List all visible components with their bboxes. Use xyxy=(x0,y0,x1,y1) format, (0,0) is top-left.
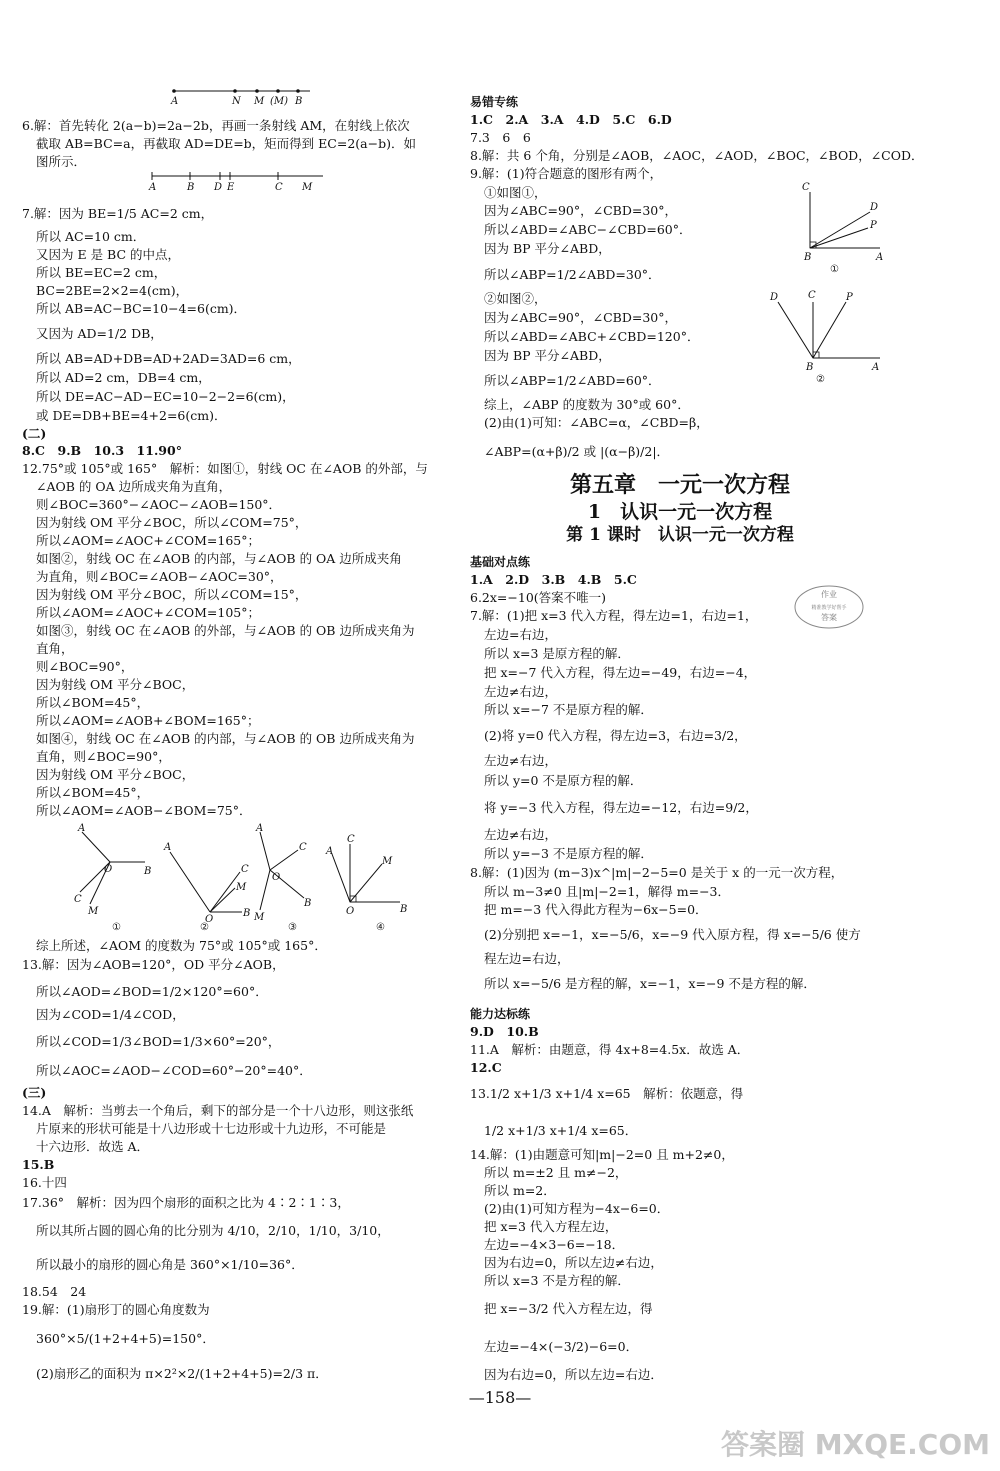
q12-line-8: 因为射线 OM 平分∠BOC，所以∠COM=15°， xyxy=(36,587,308,602)
angle-figure-q9-2 xyxy=(768,286,888,386)
jichu-line-17: 把 m=−3 代入得此方程为−6x−5=0． xyxy=(484,902,708,917)
yicuo-line-5: ①如图①， xyxy=(484,185,547,200)
part-3-label: (三) xyxy=(22,1085,47,1100)
nengli-line-7: 所以 m=±2 且 m≠−2， xyxy=(484,1165,628,1180)
q13-line-3: 因为∠COD=1/4∠COD， xyxy=(36,1007,185,1022)
angle-figure-1 xyxy=(74,823,151,933)
part-2-label: (二) xyxy=(22,426,47,441)
q13-line-4: 所以∠COD=1/3∠BOD=1/3×60°=20°， xyxy=(36,1034,281,1049)
q12-line-1: 12.75°或 105°或 165° 解析：如图①，射线 OC 在∠AOB 的外部，与 xyxy=(22,461,428,476)
yicuo-line-3: 8.解：共 6 个角，分别是∠AOB，∠AOC，∠AOD，∠BOC，∠BOD，∠COD． xyxy=(470,148,924,163)
svg-text:(M): (M) xyxy=(270,96,289,107)
q7-line-6: 所以 AB=AC−BC=10−4=6(cm)． xyxy=(36,301,247,316)
q7-line-3: 又因为 E 是 BC 的中点， xyxy=(36,247,181,262)
nengli-line-5: 1/2 x+1/3 x+1/4 x=65． xyxy=(484,1123,638,1138)
page-number: —158— xyxy=(468,1388,532,1407)
jichu-line-15: 8.解：(1)因为 (m−3)x^|m|−2−5=0 是关于 x 的一元一次方程， xyxy=(470,865,844,880)
q7-line-1: 7.解：因为 BE=1/5 AC=2 cm， xyxy=(22,206,214,221)
svg-text:A: A xyxy=(164,842,172,853)
segment-diagram-q6 xyxy=(148,168,328,194)
svg-text:O: O xyxy=(346,906,355,917)
svg-text:B: B xyxy=(295,96,303,107)
segment-diagram-top xyxy=(160,82,320,108)
nengli-line-11: 左边=−4×3−6=−18． xyxy=(484,1237,625,1252)
q12-line-3: 则∠BOC=360°−∠AOC−∠AOB=150°． xyxy=(36,497,282,512)
section-title-jichu: 基础对点练 xyxy=(470,555,531,569)
svg-text:作业: 作业 xyxy=(821,590,837,599)
q9-fig-label-1: ① xyxy=(830,264,839,275)
watermark-logo: 答案圈 MXQE.COM xyxy=(721,1428,990,1461)
q7-line-2: 所以 AC=10 cm． xyxy=(36,229,146,244)
jichu-line-19: 程左边=右边， xyxy=(484,951,570,966)
fig-label-1: ① xyxy=(112,922,121,933)
svg-text:O: O xyxy=(205,914,214,925)
svg-text:N: N xyxy=(232,96,241,107)
jichu-line-2: 6.2x=−10(答案不唯一) xyxy=(470,590,607,605)
svg-text:O: O xyxy=(104,864,113,875)
svg-text:D: D xyxy=(870,202,879,213)
svg-text:A: A xyxy=(876,252,884,263)
section-title-yicuo: 易错专练 xyxy=(470,95,519,109)
svg-text:B: B xyxy=(243,908,251,919)
nengli-line-12: 因为右边=0，所以左边≠右边， xyxy=(484,1255,663,1270)
nengli-line-15: 左边=−4×(−3/2)−6=0． xyxy=(484,1339,639,1354)
q17-line-1: 17.36° 解析：因为四个扇形的面积之比为 4∶2∶1∶3， xyxy=(22,1195,350,1210)
nengli-line-6: 14.解：(1)由题意可知|m|−2=0 且 m+2≠0， xyxy=(470,1147,734,1162)
q14-line-1: 14.A 解析：当剪去一个角后，剩下的部分是一个十八边形，则这张纸 xyxy=(22,1103,414,1118)
stamp-logo xyxy=(792,582,866,632)
svg-text:O: O xyxy=(272,872,281,883)
q12-line-10: 如图③，射线 OC 在∠AOB 的外部，与∠AOB 的 OB 边所成夹角为 xyxy=(36,623,415,638)
q12-conclusion: 综上所述，∠AOM 的度数为 75°或 105°或 165°． xyxy=(36,938,327,953)
svg-text:A: A xyxy=(171,96,179,107)
yicuo-line-10: ②如图②， xyxy=(484,291,547,306)
yicuo-line-12: 所以∠ABD=∠ABC+∠CBD=120°． xyxy=(484,329,700,344)
yicuo-line-7: 所以∠ABD=∠ABC−∠CBD=60°． xyxy=(484,222,692,237)
svg-text:C: C xyxy=(808,290,816,301)
q7-line-9: 所以 AD=2 cm，DB=4 cm， xyxy=(36,370,211,385)
yicuo-line-11: 因为∠ABC=90°，∠CBD=30°， xyxy=(484,310,677,325)
q9-fig-label-2: ② xyxy=(816,374,825,385)
q19-line-2: 360°×5/(1+2+4+5)=150°． xyxy=(36,1331,215,1346)
yicuo-line-4: 9.解：(1)符合题意的图形有两个， xyxy=(470,166,663,181)
jichu-line-12: 将 y=−3 代入方程，得左边=−12，右边=9/2， xyxy=(484,800,758,815)
svg-text:A: A xyxy=(78,823,86,834)
svg-text:B: B xyxy=(187,182,195,193)
nengli-line-13: 所以 x=3 不是方程的解． xyxy=(484,1273,630,1288)
jichu-line-20: 所以 x=−5/6 是方程的解，x=−1，x=−9 不是方程的解． xyxy=(484,976,816,991)
q17-line-3: 所以最小的扇形的圆心角是 360°×1/10=36°． xyxy=(36,1257,304,1272)
yicuo-line-1: 1.C 2.A 3.A 4.D 5.C 6.D xyxy=(470,112,672,127)
fig-label-4: ④ xyxy=(376,922,385,933)
angle-figure-4 xyxy=(325,834,407,933)
q12-line-11: 直角， xyxy=(36,641,74,656)
yicuo-line-16: (2)由(1)可知：∠ABC=α，∠CBD=β， xyxy=(484,415,709,430)
angle-figure-2 xyxy=(163,842,250,933)
q12-line-15: 所以∠AOM=∠AOB+∠BOM=165°； xyxy=(36,713,260,728)
jichu-line-4: 左边=右边， xyxy=(484,627,557,642)
q12-line-20: 所以∠AOM=∠AOB−∠BOM=75°． xyxy=(36,803,252,818)
q12-line-2: ∠AOB 的 OA 边所成夹角为直角， xyxy=(36,479,232,494)
svg-text:M: M xyxy=(254,96,265,107)
svg-text:B: B xyxy=(806,362,814,373)
nengli-line-2: 11.A 解析：由题意，得 4x+8=4.5x．故选 A． xyxy=(470,1042,750,1057)
q12-line-16: 如图④，射线 OC 在∠AOB 的内部，与∠AOB 的 OB 边所成夹角为 xyxy=(36,731,415,746)
svg-text:B: B xyxy=(304,898,312,909)
svg-text:C: C xyxy=(74,894,82,905)
yicuo-line-6: 因为∠ABC=90°，∠CBD=30°， xyxy=(484,203,677,218)
svg-text:C: C xyxy=(241,864,249,875)
jichu-line-9: (2)将 y=0 代入方程，得左边=3，右边=3/2， xyxy=(484,728,747,743)
jichu-line-13: 左边≠右边， xyxy=(484,827,557,842)
q7-line-10: 所以 DE=AC−AD−EC=10−2−2=6(cm)， xyxy=(36,389,295,404)
jichu-line-14: 所以 y=−3 不是原方程的解． xyxy=(484,846,653,861)
q16-answer: 16.十四 xyxy=(22,1175,67,1190)
jichu-line-18: (2)分别把 x=−1，x=−5/6，x=−9 代入原方程，得 x=−5/6 使方 xyxy=(484,927,861,942)
q14-line-2: 片原来的形状可能是十八边形或十七边形或十九边形，不可能是 xyxy=(36,1121,387,1136)
q6-line-1: 6.解：首先转化 2(a−b)=2a−2b，再画一条射线 AM，在射线上依次 xyxy=(22,118,410,133)
angle-figure-3 xyxy=(253,823,311,933)
chapter-title: 第五章 一元一次方程 xyxy=(569,472,790,498)
q14-line-3: 十六边形．故选 A． xyxy=(36,1139,150,1154)
yicuo-line-14: 所以∠ABP=1/2∠ABD=60°． xyxy=(484,373,661,388)
yicuo-line-2: 7.3 6 6 xyxy=(470,130,531,145)
q12-line-12: 则∠BOC=90°， xyxy=(36,659,134,674)
jichu-line-8: 所以 x=−7 不是原方程的解． xyxy=(484,702,653,717)
svg-text:A: A xyxy=(326,846,334,857)
nengli-line-16: 因为右边=0，所以左边=右边． xyxy=(484,1367,663,1382)
q15-answer: 15.B xyxy=(22,1157,55,1172)
nengli-line-9: (2)由(1)可知方程为−4x−6=0． xyxy=(484,1201,670,1216)
svg-text:C: C xyxy=(299,842,307,853)
q7-line-11: 或 DE=DB+BE=4+2=6(cm)． xyxy=(36,408,227,423)
svg-text:M: M xyxy=(236,882,247,893)
lesson-title: 第 1 课时 认识一元一次方程 xyxy=(566,525,794,545)
svg-text:C: C xyxy=(347,834,355,845)
q13-line-5: 所以∠AOC=∠AOD−∠COD=60°−20°=40°． xyxy=(36,1063,312,1078)
angle-figure-q9-1 xyxy=(790,178,890,278)
q7-line-4: 所以 BE=EC=2 cm， xyxy=(36,265,167,280)
q19-line-3: (2)扇形乙的面积为 π×2²×2/(1+2+4+5)=2/3 π． xyxy=(36,1366,328,1381)
svg-text:B: B xyxy=(804,252,812,263)
svg-text:C: C xyxy=(802,182,810,193)
q12-line-19: 所以∠BOM=45°， xyxy=(36,785,150,800)
q7-line-7: 又因为 AD=1/2 DB， xyxy=(36,326,163,341)
nengli-line-10: 把 x=3 代入方程左边， xyxy=(484,1219,618,1234)
q12-line-5: 所以∠AOM=∠AOC+∠COM=165°； xyxy=(36,533,260,548)
svg-text:A: A xyxy=(872,362,880,373)
q6-line-3: 图所示． xyxy=(36,154,87,169)
svg-text:P: P xyxy=(870,220,877,231)
svg-text:A: A xyxy=(256,823,264,834)
jichu-line-6: 把 x=−7 代入方程，得左边=−49，右边=−4， xyxy=(484,665,757,680)
svg-text:M: M xyxy=(382,856,393,867)
jichu-line-16: 所以 m−3≠0 且|m|−2=1，解得 m=−3． xyxy=(484,884,731,899)
svg-text:A: A xyxy=(149,182,157,193)
svg-text:D: D xyxy=(214,182,223,193)
svg-text:M: M xyxy=(88,906,99,917)
section-title-nengli: 能力达标练 xyxy=(470,1007,531,1021)
q13-line-2: 所以∠AOD=∠BOD=1/2×120°=60°． xyxy=(36,984,268,999)
q12-line-14: 所以∠BOM=45°， xyxy=(36,695,150,710)
svg-text:C: C xyxy=(275,182,283,193)
svg-text:P: P xyxy=(846,292,853,303)
q13-line-1: 13.解：因为∠AOB=120°，OD 平分∠AOB， xyxy=(22,957,285,972)
section-title: 1 认识一元一次方程 xyxy=(587,501,773,523)
jichu-line-7: 左边≠右边， xyxy=(484,684,557,699)
q18-answer: 18.54 24 xyxy=(22,1284,87,1299)
svg-text:B: B xyxy=(400,904,408,915)
q17-line-2: 所以其所占圆的圆心角的比分别为 4/10，2/10，1/10，3/10， xyxy=(36,1223,390,1238)
q12-line-6: 如图②，射线 OC 在∠AOB 的内部，与∠AOB 的 OA 边所成夹角 xyxy=(36,551,402,566)
q12-line-7: 为直角，则∠BOC=∠AOB−∠AOC=30°， xyxy=(36,569,283,584)
yicuo-line-8: 因为 BP 平分∠ABD， xyxy=(484,241,611,256)
q12-line-13: 因为射线 OM 平分∠BOC， xyxy=(36,677,195,692)
jichu-line-1: 1.A 2.D 3.B 4.B 5.C xyxy=(470,572,637,587)
q7-line-8: 所以 AB=AD+DB=AD+2AD=3AD=6 cm， xyxy=(36,351,301,366)
nengli-line-14: 把 x=−3/2 代入方程左边，得 xyxy=(484,1301,653,1316)
svg-text:M: M xyxy=(254,912,265,923)
svg-text:M: M xyxy=(302,182,313,193)
svg-text:D: D xyxy=(770,292,779,303)
jichu-line-3: 7.解：(1)把 x=3 代入方程，得左边=1，右边=1， xyxy=(470,608,758,623)
q12-line-4: 因为射线 OM 平分∠BOC，所以∠COM=75°， xyxy=(36,515,308,530)
nengli-line-8: 所以 m=2． xyxy=(484,1183,556,1198)
q12-line-17: 直角，则∠BOC=90°， xyxy=(36,749,171,764)
svg-text:B: B xyxy=(144,866,152,877)
q12-line-9: 所以∠AOM=∠AOC+∠COM=105°； xyxy=(36,605,260,620)
nengli-line-3: 12.C xyxy=(470,1060,502,1075)
jichu-line-10: 左边≠右边， xyxy=(484,753,557,768)
fig-label-2: ② xyxy=(200,922,209,933)
angle-figures-q12 xyxy=(60,822,420,937)
svg-text:精准教学好帮手: 精准教学好帮手 xyxy=(811,605,847,611)
svg-text:答案: 答案 xyxy=(821,613,837,622)
fig-label-3: ③ xyxy=(288,922,297,933)
jichu-line-5: 所以 x=3 是原方程的解． xyxy=(484,646,630,661)
q8-11-answers: 8.C 9.B 10.3 11.90° xyxy=(22,443,182,458)
q6-line-2: 截取 AB=BC=a，再截取 AD=DE=b，矩而得到 EC=2(a−b)．如 xyxy=(36,136,416,151)
q19-line-1: 19.解：(1)扇形丁的圆心角度数为 xyxy=(22,1302,210,1317)
jichu-line-11: 所以 y=0 不是原方程的解． xyxy=(484,773,643,788)
nengli-line-4: 13.1/2 x+1/3 x+1/4 x=65 解析：依题意，得 xyxy=(470,1086,744,1101)
yicuo-line-13: 因为 BP 平分∠ABD， xyxy=(484,348,611,363)
q12-line-18: 因为射线 OM 平分∠BOC， xyxy=(36,767,195,782)
yicuo-line-15: 综上，∠ABP 的度数为 30°或 60°． xyxy=(484,397,690,412)
svg-text:E: E xyxy=(227,182,235,193)
nengli-line-1: 9.D 10.B xyxy=(470,1024,539,1039)
yicuo-line-17: ∠ABP=(α+β)/2 或 |(α−β)/2|． xyxy=(484,444,670,459)
yicuo-line-9: 所以∠ABP=1/2∠ABD=30°． xyxy=(484,267,661,282)
q7-line-5: BC=2BE=2×2=4(cm)， xyxy=(36,283,189,298)
